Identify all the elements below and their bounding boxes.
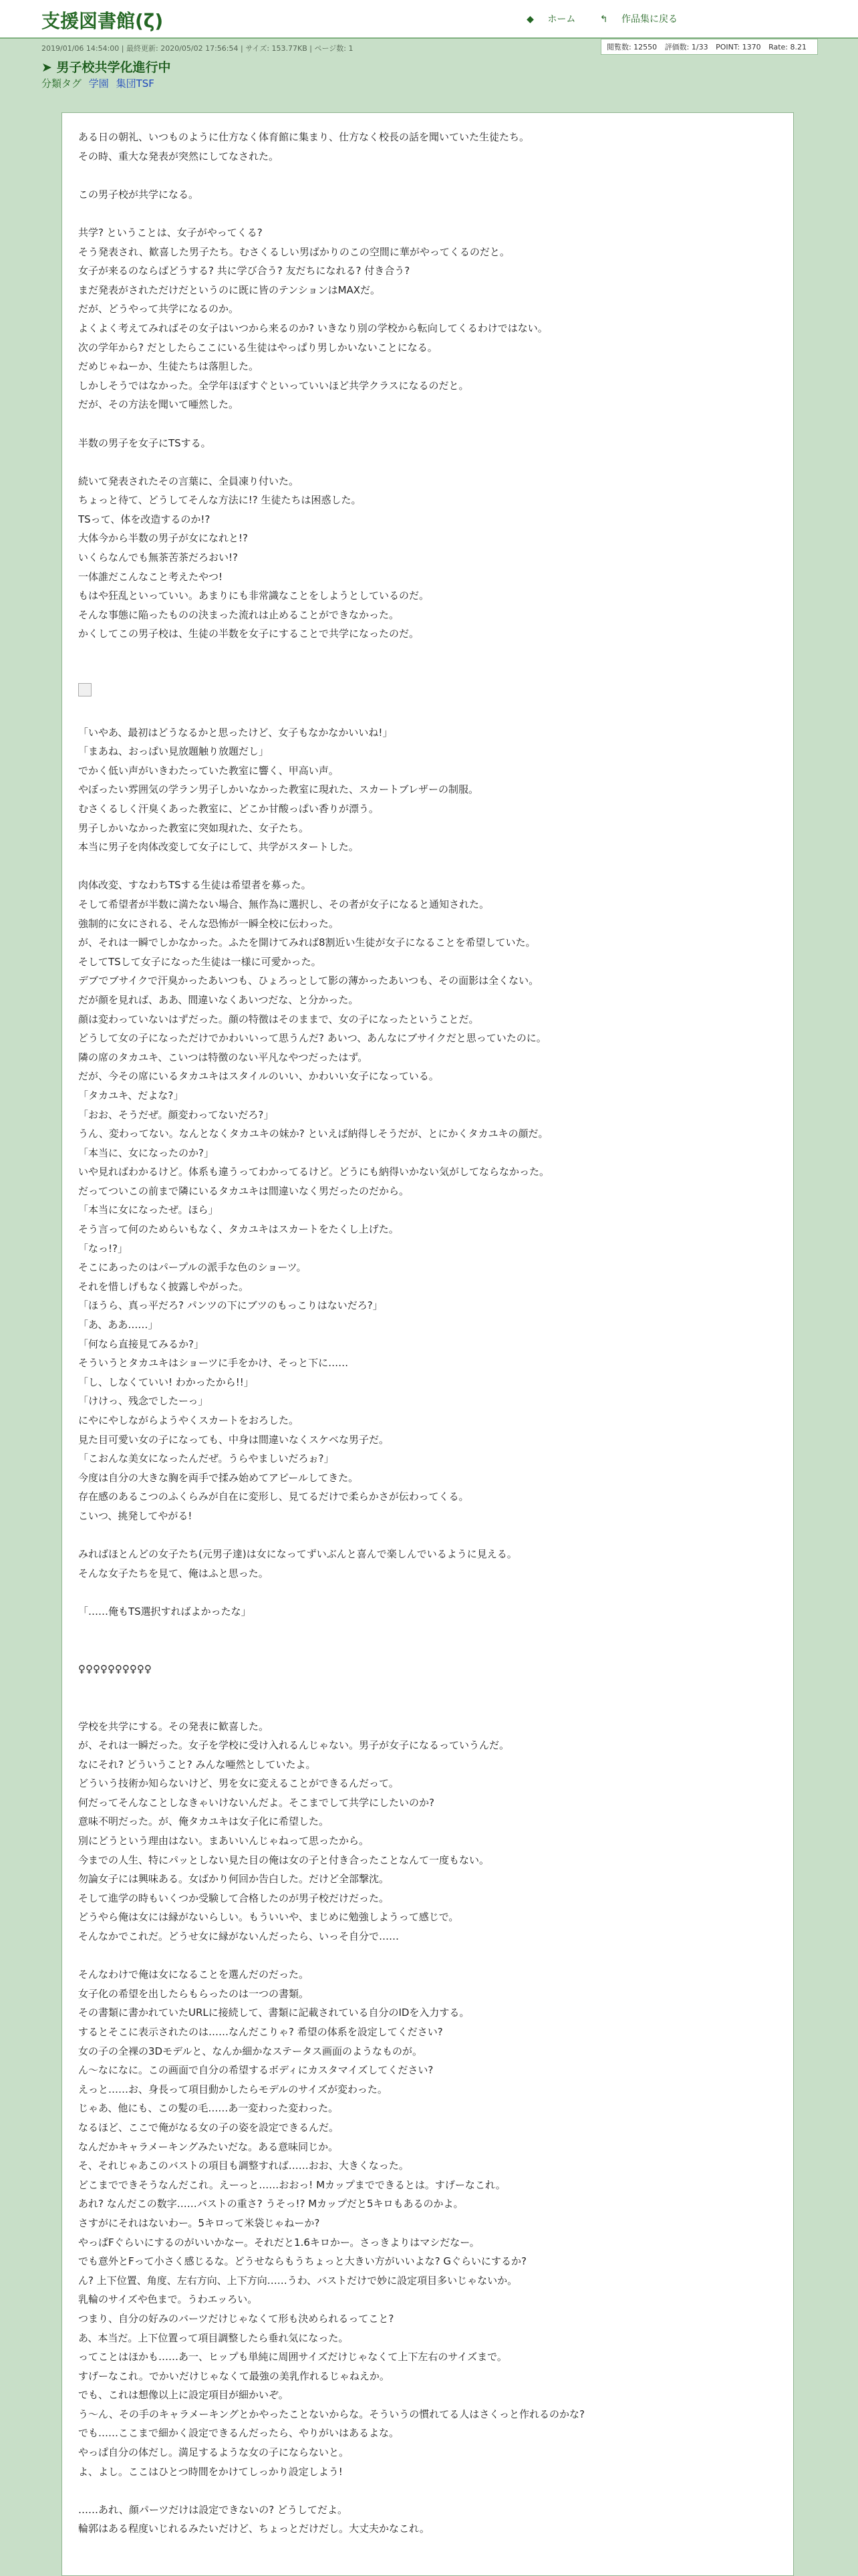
story-paragraph: 「おお、そうだぜ。顔変わってないだろ?」	[78, 1108, 274, 1121]
story-paragraph: 別にどうという理由はない。まあいいんじゃねって思ったから。	[78, 1835, 370, 1847]
blank-line	[78, 857, 777, 876]
story-paragraph: それを惜しげもなく披露しやがった。	[78, 1280, 249, 1293]
story-paragraph: だめじゃねーか、生徒たちは落胆した。	[78, 360, 259, 373]
stat-rate: Rate: 8.21	[768, 43, 807, 51]
story-paragraph: 「なっ!?」	[78, 1242, 128, 1255]
story-paragraph: 女子が来るのならばどうする? 共に学び合う? 友だちになれる? 付き合う?	[78, 265, 410, 277]
story-paragraph: もはや狂乱といっていい。あまりにも非常識なことをしようとしているのだ。	[78, 590, 430, 602]
story-paragraph: かくしてこの男子校は、生徒の半数を女子にすることで共学になったのだ。	[78, 628, 420, 640]
story-paragraph: そう発表され、歓喜した男子たち。むさくるしい男ばかりのこの空間に華がやってくるのだと。	[78, 245, 510, 258]
story-paragraph: 強制的に女にされる、そんな恐怖が一瞬全校に伝わった。	[78, 917, 339, 930]
blank-line	[78, 1622, 777, 1641]
blank-line	[78, 1698, 777, 1717]
story-paragraph: そこにあったのはパープルの派手な色のショーツ。	[78, 1261, 307, 1274]
blank-line	[78, 1526, 777, 1545]
story-paragraph: えっと……お、身長って項目動かしたらモデルのサイズが変わった。	[78, 2083, 388, 2095]
story-paragraph: なるほど、ここで俺がなる女の子の姿を設定できるんだ。	[78, 2121, 339, 2134]
story-paragraph: だが顔を見れば、ああ、間違いなくあいつだな、と分かった。	[78, 993, 359, 1006]
tag-link[interactable]: 集団TSF	[116, 78, 154, 90]
story-paragraph: いくらなんでも無茶苦茶だろおい!?	[78, 551, 238, 564]
story-paragraph: つまり、自分の好みのバーツだけじゃなくて形も決められるってこと?	[78, 2312, 394, 2325]
story-paragraph: 乳輪のサイズや色まで。うわエッろい。	[78, 2293, 258, 2306]
stat-ratings: 評価数: 1/33	[664, 43, 708, 51]
story-paragraph: さすがにそれはないわー。5キロって米袋じゃねーか?	[78, 2216, 320, 2229]
story-paragraph: ってことはほかも……あ一、ヒップも単純に周囲サイズだけじゃなくて上下左右のサイズまで。	[78, 2351, 507, 2363]
story-paragraph: 存在感のあるこつのふくらみが自在に変形し、見てるだけで柔らかさが伝わってくる。	[78, 1491, 469, 1503]
story-paragraph: 女の子の全裸の3Dモデルと、なんか細かなステータス画面のようなものが。	[78, 2045, 423, 2057]
story-paragraph: そしてTSして女子になった生徒は一様に可愛かった。	[78, 955, 321, 968]
story-paragraph: ある日の朝礼、いつものように仕方なく体育館に集まり、仕方なく校長の話を聞いていた生徒たち。	[78, 131, 530, 143]
back-link-label: 作品集に戻る	[621, 14, 678, 25]
story-paragraph: でも意外とFって小さく感じるな。どうせならもうちょっと大きい方がいいよな? Gぐらいにするか?	[78, 2255, 527, 2268]
story-paragraph: ん? 上下位置、角度、左右方向、上下方向……うわ、バストだけで妙に設定項目多いじゃないか。	[78, 2274, 518, 2287]
story-paragraph: 続いて発表されたその言葉に、全員凍り付いた。	[78, 475, 299, 487]
work-title-text: 男子校共学化進行中	[56, 60, 171, 75]
story-paragraph: あれ? なんだこの数字……バストの重さ? うそっ!? Mカップだと5キロもあるのかよ。	[78, 2198, 464, 2210]
story-paragraph: するとそこに表示されたのは……なんだこりゃ? 希望の体系を設定してください?	[78, 2026, 443, 2038]
site-header	[0, 0, 858, 39]
story-paragraph: 女子化の希望を出したらもらったのは一つの書類。	[78, 1987, 309, 2000]
story-paragraph: う～ん、その手のキャラメーキングとかやったことないからな。そういうの慣れてる人はさくっと作れるのかな?	[78, 2408, 585, 2420]
story-paragraph: そんなわけで俺は女になることを選んだのだった。	[78, 1968, 309, 1981]
story-paragraph: 「いやあ、最初はどうなるかと思ったけど、女子もなかなかいいね!」	[78, 726, 393, 739]
story-paragraph: でも、これは想像以上に設定項目が細かいぞ。	[78, 2389, 289, 2402]
work-title	[41, 57, 171, 76]
story-paragraph: でも……ここまで細かく設定できるんだったら、やりがいはあるよな。	[78, 2427, 400, 2440]
blank-line	[78, 166, 777, 185]
story-paragraph: なんだかキャラメーキングみたいだな。ある意味同じか。	[78, 2140, 339, 2153]
story-paragraph: 一体誰だこんなこと考えたやつ!	[78, 570, 223, 583]
story-paragraph: そして希望者が半数に満たない場合、無作為に選択し、その者が女子になると通知された。	[78, 898, 490, 910]
story-paragraph: やぼったい雰囲気の学ラン男子しかいなかった教室に現れた、スカートブレザーの制服。	[78, 783, 478, 796]
story-paragraph: 隣の席のタカユキ、こいつは特徴のない平凡なやつだったはず。	[78, 1051, 368, 1063]
story-paragraph: 本当に男子を肉体改変して女子にして、共学がスタートした。	[78, 841, 359, 854]
story-paragraph: 何だってそんなことしなきゃいけないんだよ。そこまでして共学にしたいのか?	[78, 1796, 434, 1809]
story-paragraph: が、それは一瞬だった。女子を学校に受け入れるんじゃない。男子が女子になるっていうんだ。	[78, 1739, 510, 1752]
story-paragraph: その書類に書かれていたURLに接続して、書類に記載されている自分のIDを入力する。	[78, 2007, 470, 2019]
story-paragraph: 「何なら直接見てみるか?」	[78, 1337, 204, 1350]
home-link[interactable]	[516, 14, 579, 25]
story-paragraph: 「ほうら、真っ平だろ? パンツの下にブツのもっこりはないだろ?」	[78, 1299, 383, 1312]
story-paragraph: そんなかでこれだ。どうせ女に縁がないんだったら、いっそ自分で……	[78, 1930, 400, 1943]
home-icon: ◆	[527, 14, 534, 25]
story-paragraph: 共学? ということは、女子がやってくる?	[78, 226, 263, 239]
story-paragraph: そ、それじゃあこのバストの項目も調整すれば……おお、大きくなった。	[78, 2160, 409, 2172]
header-nav	[505, 12, 678, 25]
story-paragraph: 勿論女子には興味ある。女ばかり何回か告白した。だけど全部撃沈。	[78, 1873, 390, 1886]
blank-line	[78, 414, 777, 434]
story-paragraph: うん、変わってない。なんとなくタカユキの妹か? といえば納得しそうだが、とにかくタカユキの顔だ。	[78, 1128, 549, 1140]
story-paragraph: 今度は自分の大きな胸を両手で揉み始めてアピールしてきた。	[78, 1471, 359, 1484]
story-paragraph: 学校を共学にする。その発表に歓喜した。	[78, 1720, 269, 1732]
story-paragraph: なにそれ? どういうこと? みんな唖然としていたよ。	[78, 1758, 316, 1771]
story-paragraph: ……あれ、顔パーツだけは設定できないの? どうしてだよ。	[78, 2503, 348, 2516]
site-title[interactable]: 支援図書館(ζ)	[41, 10, 164, 32]
stat-views: 閲覧数: 12550	[606, 43, 658, 51]
story-paragraph: TSって、体を改造するのか!?	[78, 513, 210, 525]
story-paragraph: 男子しかいなかった教室に突如現れた、女子たち。	[78, 821, 309, 834]
story-paragraph: その時、重大な発表が突然にしてなされた。	[78, 150, 279, 162]
story-body	[62, 113, 793, 2553]
blank-line	[78, 453, 777, 472]
story-paragraph: 今までの人生、特にパッとしない見た目の俺は女の子と付き合ったことなんて一度もない。	[78, 1853, 490, 1866]
story-paragraph: 「こおんな美女になったんだぜ。うらやましいだろぉ?」	[78, 1452, 334, 1465]
back-to-collection-link[interactable]	[589, 14, 678, 25]
story-paragraph: しかしそうではなかった。全学年ほぼすぐといっていいほど共学クラスになるのだと。	[78, 379, 469, 392]
story-paragraph: そんな事態に陥ったものの決まった流れは止めることができなかった。	[78, 608, 400, 621]
story-paragraph: 半数の男子を女子にTSする。	[78, 436, 211, 449]
story-paragraph: 「本当に、女になったのか?」	[78, 1146, 214, 1159]
blank-line	[78, 1640, 777, 1660]
story-paragraph: じゃあ、他にも、この髪の毛……あ一変わった変わった。	[78, 2102, 339, 2115]
blank-line	[78, 644, 777, 663]
story-paragraph: すげーなこれ。でかいだけじゃなくて最強の美乳作れるじゃねえか。	[78, 2369, 390, 2382]
story-paragraph: だが、今その席にいるタカユキはスタイルのいい、かわいい女子になっている。	[78, 1070, 439, 1083]
story-paragraph: 「あ、ああ……」	[78, 1319, 158, 1331]
blank-line	[78, 2481, 777, 2500]
tag-label: 分類タグ	[41, 78, 82, 90]
blank-line	[78, 1946, 777, 1966]
story-paragraph: そんな女子たちを見て、俺はふと思った。	[78, 1567, 269, 1579]
work-meta: 2019/01/06 14:54:00 | 最終更新: 2020/05/02 17:56:54 | サイズ: 153.77KB | ページ数: 1	[41, 44, 353, 53]
story-paragraph: どういう技術か知らないけど、男を女に変えることができるんだって。	[78, 1777, 399, 1790]
stat-points: POINT: 1370	[716, 43, 761, 51]
story-paragraph: こいつ、挑発してやがる!	[78, 1509, 192, 1522]
story-paragraph: にやにやしながらようやくスカートをおろした。	[78, 1414, 299, 1426]
blank-line	[78, 1583, 777, 1602]
home-link-label: ホーム	[547, 14, 576, 25]
back-icon: ↰	[599, 14, 608, 25]
story-paragraph: やっぱ自分の体だし。満足するような女の子にならないと。	[78, 2446, 349, 2459]
story-paragraph: まだ発表がされただけだというのに既に皆のテンションはMAXだ。	[78, 283, 381, 296]
story-paragraph: むさくるしく汗臭くあった教室に、どこか甘酸っぱい香りが漂う。	[78, 803, 379, 815]
story-paragraph: いや見ればわかるけど。体系も違うってわかってるけど。どうにも納得いかない気がしてならなかった。	[78, 1166, 550, 1178]
story-card	[61, 112, 794, 2576]
story-paragraph: 「タカユキ、だよな?」	[78, 1089, 184, 1102]
illustration-image	[78, 683, 92, 696]
story-paragraph: よくよく考えてみればその女子はいつから来るのか? いきなり別の学校から転向してくるわけではない。	[78, 321, 548, 334]
story-paragraph: ♀♀♀♀♀♀♀♀♀♀	[78, 1662, 152, 1675]
story-paragraph: でかく低い声がいきわたっていた教室に響く、甲高い声。	[78, 764, 339, 777]
stats-box	[601, 39, 818, 55]
story-paragraph: 大体今から半数の男子が女になれと!?	[78, 532, 248, 545]
story-paragraph: だってついこの前まで隣にいるタカユキは間違いなく男だったのだから。	[78, 1184, 410, 1197]
story-paragraph: だが、どうやって共学になるのか。	[78, 303, 239, 315]
story-paragraph: あ、本当だ。上下位置って項目調整したら垂れ気になった。	[78, 2331, 349, 2344]
story-paragraph: この男子校が共学になる。	[78, 188, 199, 201]
story-paragraph: だが、その方法を聞いて唖然した。	[78, 398, 239, 411]
story-paragraph: が、それは一瞬でしかなかった。ふたを開けてみれば8割近い生徒が女子になることを希望していた。	[78, 936, 536, 949]
story-paragraph: 見た目可愛い女の子になっても、中身は間違いなくスケベな男子だ。	[78, 1433, 390, 1446]
tag-row	[41, 76, 154, 90]
story-paragraph: やっぱFぐらいにするのがいいかなー。それだと1.6キロかー。さっきよりはマシだなー。	[78, 2236, 480, 2248]
title-arrow-icon: ➤	[41, 60, 52, 75]
story-paragraph: 「し、しなくていい! わかったから!!」	[78, 1376, 254, 1388]
story-paragraph: 肉体改変、すなわちTSする生徒は希望者を募った。	[78, 879, 311, 892]
blank-line	[78, 1678, 777, 1698]
story-paragraph: どうやら俺は女には縁がないらしい。もういいや、まじめに勉強しようって感じで。	[78, 1911, 459, 1924]
story-paragraph: 意味不明だった。が、俺タカユキは女子化に希望した。	[78, 1815, 329, 1828]
story-paragraph: みればほとんどの女子たち(元男子達)は女になってずいぶんと喜んで楽しんでいるように見える。	[78, 1548, 517, 1561]
blank-line	[78, 204, 777, 223]
story-paragraph: 次の学年から? だとしたらここにいる生徒はやっぱり男しかいないことになる。	[78, 341, 438, 354]
story-paragraph: よ、よし。ここはひとつ時間をかけてしっかり設定しよう!	[78, 2465, 343, 2478]
story-paragraph: 「まあね、おっぱい見放題触り放題だし」	[78, 745, 269, 758]
tag-link[interactable]: 学園	[88, 78, 109, 90]
story-paragraph: ちょっと待て、どうしてそんな方法に!? 生徒たちは困惑した。	[78, 494, 362, 507]
story-paragraph: ん～なになに。この画面で自分の希望するボディにカスタマイズしてください?	[78, 2064, 434, 2077]
story-paragraph: 「けけっ、残念でしたーっ」	[78, 1395, 208, 1408]
story-paragraph: 「本当に女になったぜ。ほら」	[78, 1204, 219, 1216]
story-paragraph: どうして女の子になっただけでかわいいって思うんだ? あいつ、あんなにブサイクだと思っていたのに。	[78, 1032, 547, 1045]
story-paragraph: そして進学の時もいくつか受験して合格したのが男子校だけだった。	[78, 1892, 390, 1904]
story-paragraph: 顔は変わっていないはずだった。顔の特徴はそのままで、女の子になったということだ。	[78, 1013, 479, 1025]
story-paragraph: 「……俺もTS選択すればよかったな」	[78, 1605, 251, 1618]
story-paragraph: デブでブサイクで汗臭かったあいつも、ひょろっとして影の薄かったあいつも、その面影は全くない。	[78, 975, 539, 987]
story-paragraph: 輪郭はある程度いじれるみたいだけど、ちょっとだけだし。大丈夫かなこれ。	[78, 2523, 430, 2535]
story-paragraph: そういうとタカユキはショーツに手をかけ、そっと下に……	[78, 1357, 349, 1370]
story-paragraph: どこまでできそうなんだこれ。えーっと……おおっ! Mカップまでできるとは。すげーなこれ。	[78, 2178, 506, 2191]
story-paragraph: そう言って何のためらいもなく、タカユキはスカートをたくし上げた。	[78, 1223, 399, 1236]
